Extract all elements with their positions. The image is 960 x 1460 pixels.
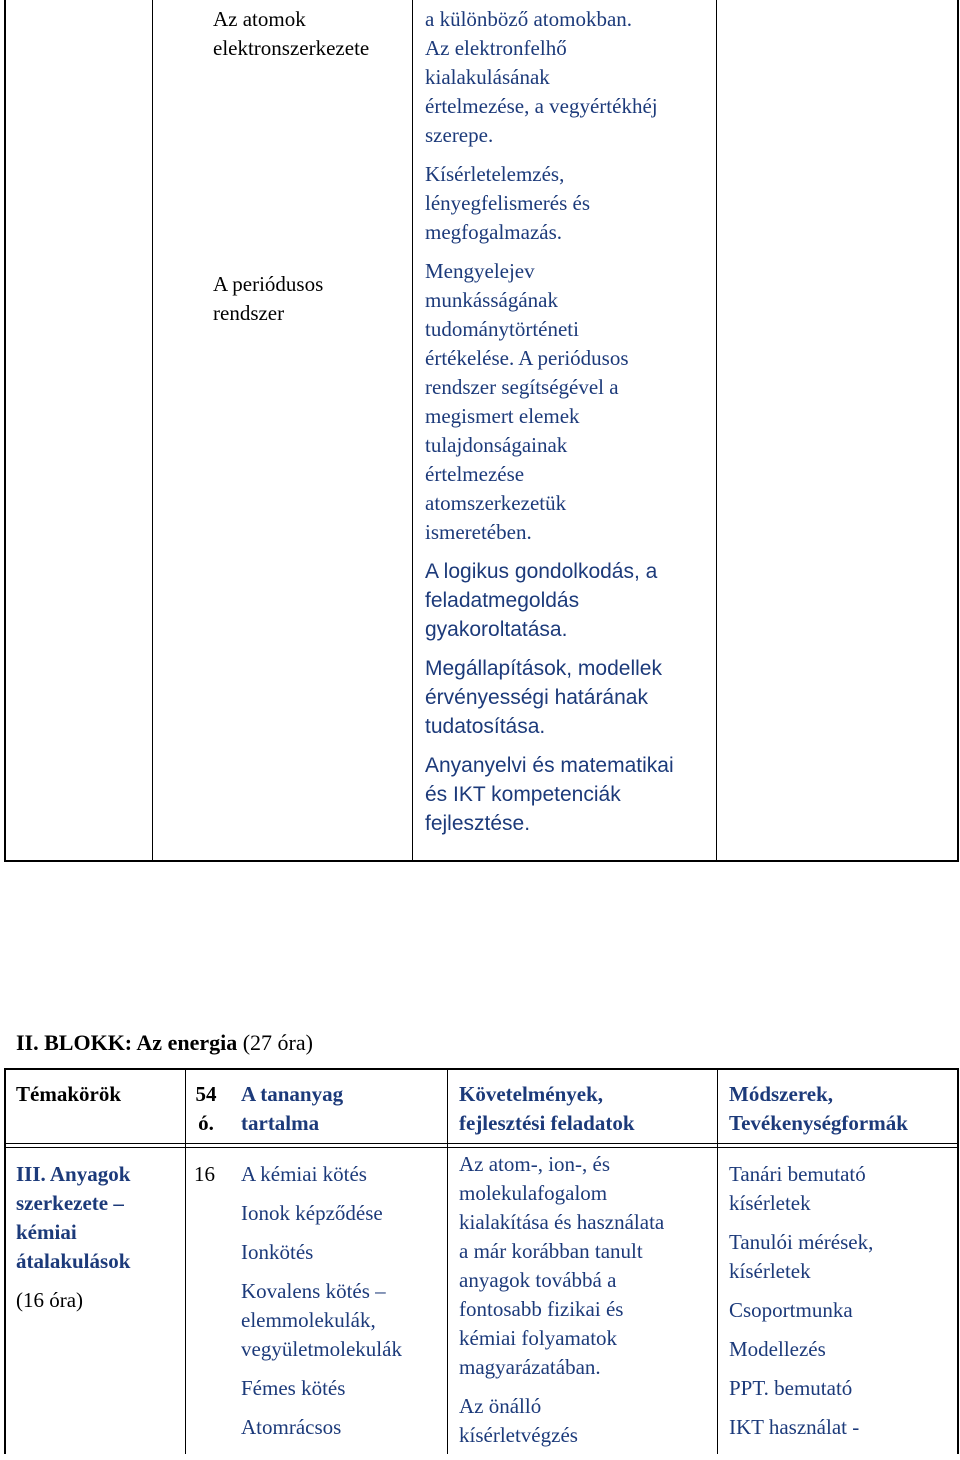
top-table-col-line-2: [412, 0, 413, 862]
requirement-paragraph: Megállapítások, modellek érvényességi határának tudatosítása.: [425, 657, 662, 738]
header-content: A tananyag tartalma: [241, 1082, 344, 1135]
requirement-paragraph: Kísérletelemzés, lényegfelismerés és megfogalmazás.: [425, 162, 591, 244]
top-table-border-left: [4, 0, 6, 862]
content-item: Fémes kötés: [241, 1376, 346, 1400]
requirement-paragraph: A logikus gondolkodás, a feladatmegoldás gyakoroltatása.: [425, 560, 658, 641]
bottom-table-top-border: [4, 1068, 959, 1070]
content-item: Atomrácsos: [241, 1415, 342, 1439]
method-item: Tanári bemutató kísérletek: [729, 1162, 866, 1215]
header-topics: Témakörök: [16, 1082, 121, 1106]
content-item: A kémiai kötés: [241, 1162, 367, 1186]
topic-periodic-table: A periódusos rendszer: [213, 272, 324, 325]
topic-atom-structure: Az atomok elektronszerkezete: [213, 7, 370, 60]
top-table-border-right: [957, 0, 959, 862]
bottom-table-header-separator-2: [4, 1147, 959, 1148]
row-content: [241, 1160, 446, 1452]
header-hours: 54 ó.: [195, 1082, 217, 1135]
requirement-item: Az atom-, ion-, és molekulafogalom kialakítása és használata a már korábban tanult anyagok továbbá a fontosabb fizikai és kémiai folyamatok magyarázatában.: [459, 1152, 665, 1379]
content-item: Ionok képződése: [241, 1201, 383, 1225]
method-item: Csoportmunka: [729, 1298, 853, 1322]
requirement-paragraph: a különböző atomokban. Az elektronfelhő kialakulásának értelmezése, a vegyértékhéj szerepe.: [425, 7, 658, 147]
requirements-text: [425, 5, 715, 848]
bottom-table-border-right: [957, 1068, 959, 1454]
method-item: Modellezés: [729, 1337, 826, 1361]
row-hours: 16: [194, 1162, 215, 1186]
method-item: PPT. bemutató: [729, 1376, 853, 1400]
header-methods: Módszerek, Tevékenységformák: [729, 1082, 908, 1135]
topic-title: III. Anyagok szerkezete – kémiai átalakulások: [16, 1162, 131, 1273]
bottom-table-header-separator: [4, 1143, 959, 1144]
top-table-col-line-3: [716, 0, 717, 862]
row-methods: [729, 1160, 954, 1452]
bottom-table-col-line-1: [185, 1068, 186, 1454]
requirement-paragraph: Anyanyelvi és matematikai és IKT kompetenciák fejlesztése.: [425, 754, 674, 835]
top-table-border-bottom: [4, 860, 959, 862]
bottom-table-border-left: [4, 1068, 6, 1454]
section-title: [16, 1030, 313, 1056]
row-requirements: [459, 1150, 714, 1460]
header-requirements: Követelmények, fejlesztési feladatok: [459, 1082, 635, 1135]
bottom-table-col-line-2: [447, 1068, 448, 1454]
content-item: Kovalens kötés – elemmolekulák, vegyületmolekulák: [241, 1279, 402, 1361]
bottom-table-col-line-3: [717, 1068, 718, 1454]
section-title-bold: II. BLOKK: Az energia: [16, 1030, 238, 1055]
method-item: IKT használat -: [729, 1415, 860, 1439]
topic-hours: (16 óra): [16, 1288, 84, 1312]
method-item: Tanulói mérések, kísérletek: [729, 1230, 874, 1283]
requirement-paragraph: Mengyelejev munkásságának tudománytörténeti értékelése. A periódusos rendszer segítségével a megismert elemek tulajdonságainak értelmezése atomszerkezetük ismeretében.: [425, 259, 629, 544]
requirement-item: Az önálló kísérletvégzés: [459, 1394, 578, 1447]
section-title-hours: (27 óra): [242, 1030, 313, 1055]
content-item: Ionkötés: [241, 1240, 314, 1264]
row-topic: [16, 1160, 181, 1315]
top-table-col-line-1: [152, 0, 153, 862]
